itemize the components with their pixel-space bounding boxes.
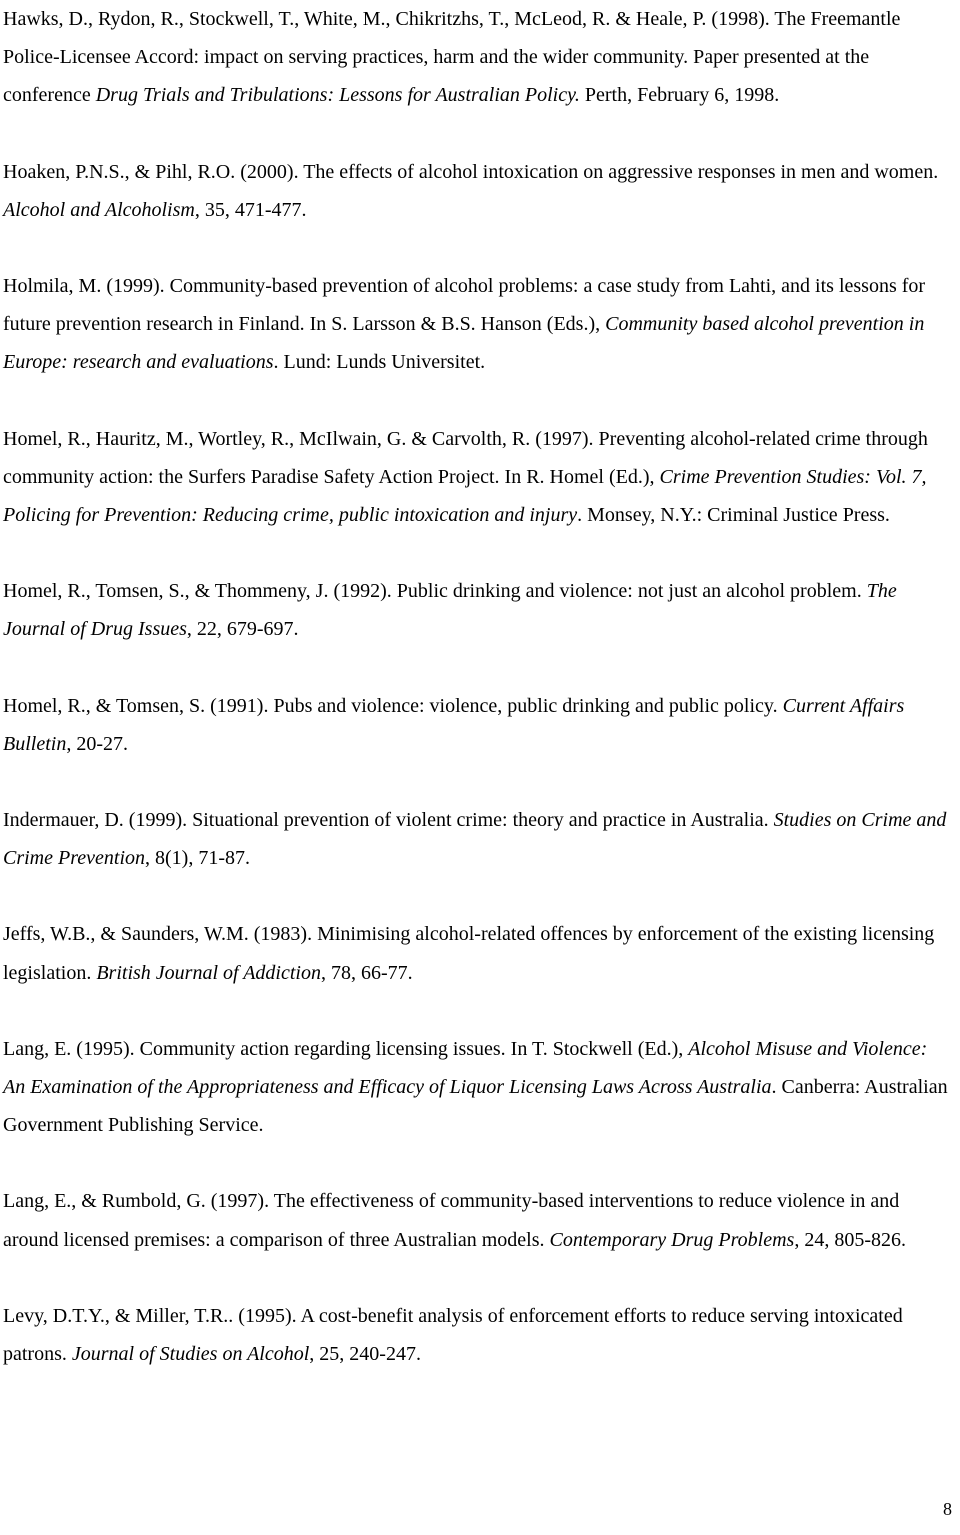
reference-title-italic: Contemporary Drug Problems — [549, 1228, 795, 1251]
reference-entry — [3, 572, 948, 648]
reference-text: , 25, 240-247. — [309, 1343, 421, 1366]
reference-entry — [3, 801, 948, 877]
reference-title-italic: Crime Prevention Studies: Vol. 7, Policing for Prevention: Reducing crime, public intoxication and injury — [3, 465, 927, 527]
reference-text: , 20-27. — [66, 732, 128, 755]
reference-text: Indermauer, D. (1999). Situational prevention of violent crime: theory and practice in Australia. — [3, 809, 774, 832]
reference-entry — [3, 915, 948, 991]
reference-entry — [3, 0, 948, 115]
reference-entry — [3, 420, 948, 535]
reference-text: , 22, 679-697. — [186, 618, 299, 641]
reference-title-italic: Drug Trials and Tribulations: Lessons for Australian Policy. — [95, 84, 580, 107]
reference-entry — [3, 1182, 948, 1258]
reference-text: Hoaken, P.N.S., & Pihl, R.O. (2000). The effects of alcohol intoxication on aggressive responses in men and women. — [3, 160, 939, 183]
reference-text: Homel, R., Hauritz, M., Wortley, R., McIlwain, G. & Carvolth, R. (1997). Preventing alcohol-related crime through community action: the Surfers Paradise Safety Action Project. In R. Homel (Ed.), — [3, 427, 928, 488]
reference-entry — [3, 1297, 948, 1373]
reference-text: Homel, R., & Tomsen, S. (1991). Pubs and violence: violence, public drinking and public policy. — [3, 694, 783, 717]
reference-text: Levy, D.T.Y., & Miller, T.R.. (1995). A cost-benefit analysis of enforcement efforts to reduce serving intoxicated patrons. — [3, 1304, 903, 1366]
reference-text: Perth, February 6, 1998. — [579, 84, 780, 107]
reference-text: Hawks, D., Rydon, R., Stockwell, T., White, M., Chikritzhs, T., McLeod, R. & Heale, P. (1998). The Freemantle Police-Licensee Accord: impact on serving practices, harm and the wider community. Paper presented at the conference — [3, 8, 901, 107]
reference-title-italic: Community based alcohol prevention in Europe: research and evaluations — [3, 313, 925, 374]
reference-text: . Monsey, N.Y.: Criminal Justice Press. — [577, 504, 890, 527]
reference-text: Homel, R., Tomsen, S., & Thommeny, J. (1992). Public drinking and violence: not just an alcohol problem. — [3, 580, 867, 603]
page-number: 8 — [943, 1499, 952, 1519]
reference-entry — [3, 153, 948, 229]
reference-title-italic: The Journal of Drug Issues — [3, 580, 897, 641]
reference-title-italic: Journal of Studies on Alcohol — [71, 1343, 310, 1366]
reference-text: Jeffs, W.B., & Saunders, W.M. (1983). Minimising alcohol-related offences by enforcement of the existing licensing legislation. — [3, 923, 935, 984]
reference-entry — [3, 687, 948, 763]
reference-text: , 8(1), 71-87. — [145, 847, 250, 870]
reference-title-italic: British Journal of Addiction — [96, 961, 321, 984]
reference-text: Lang, E., & Rumbold, G. (1997). The effectiveness of community-based interventions to reduce violence in and around licensed premises: a comparison of three Australian models. — [3, 1190, 900, 1251]
reference-text: . Lund: Lunds Universitet. — [273, 351, 486, 374]
reference-title-italic: Current Affairs Bulletin — [3, 694, 905, 755]
reference-text: Lang, E. (1995). Community action regarding licensing issues. In T. Stockwell (Ed.), — [3, 1037, 689, 1060]
reference-title-italic: Alcohol Misuse and Violence: An Examination of the Appropriateness and Efficacy of Liquor Licensing Laws Across Australia — [3, 1037, 928, 1099]
reference-list — [3, 0, 948, 1373]
reference-title-italic: Studies on Crime and Crime Prevention — [3, 809, 947, 870]
reference-entry — [3, 267, 948, 382]
reference-title-italic: Alcohol and Alcoholism — [3, 198, 195, 221]
reference-text: . Canberra: Australian Government Publishing Service. — [3, 1076, 948, 1137]
reference-text: , 35, 471-477. — [194, 198, 307, 221]
reference-text: , 78, 66-77. — [320, 961, 413, 984]
reference-text: Holmila, M. (1999). Community-based prevention of alcohol problems: a case study from Lahti, and its lessons for future prevention research in Finland. In S. Larsson & B.S. Hanson (Eds.), — [3, 275, 926, 336]
reference-text: , 24, 805-826. — [794, 1228, 906, 1251]
reference-entry — [3, 1030, 948, 1145]
